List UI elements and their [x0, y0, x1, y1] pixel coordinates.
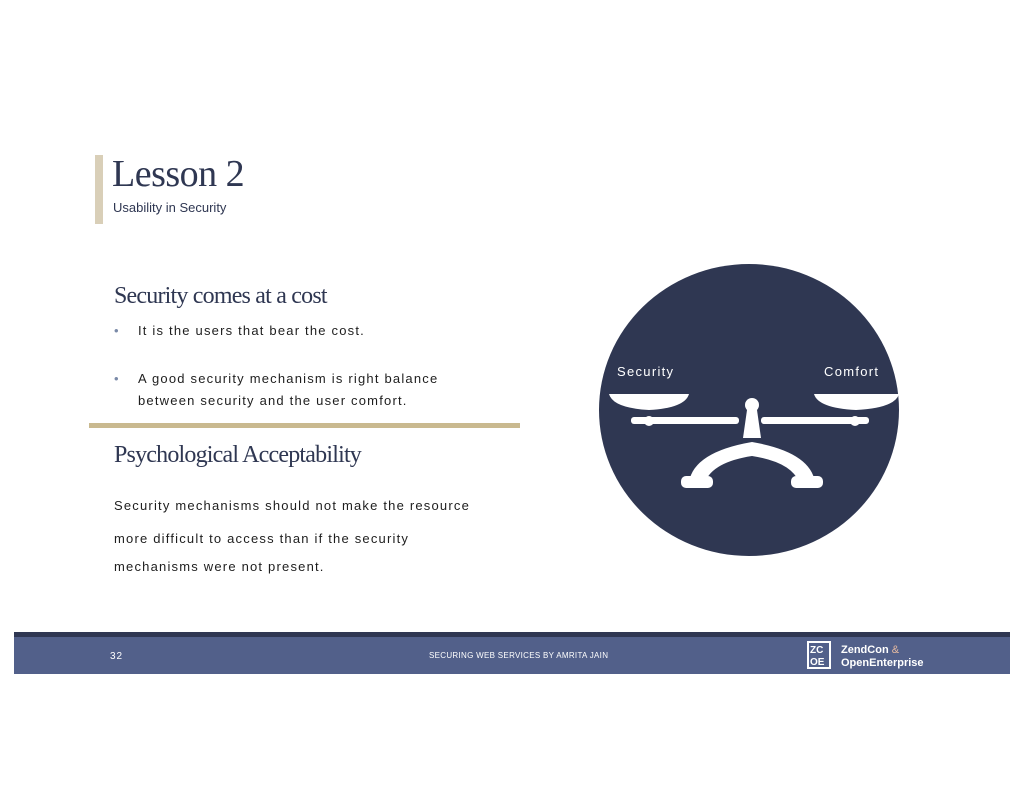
paragraph-line: more difficult to access than if the security — [114, 531, 410, 546]
lesson-subtitle: Usability in Security — [113, 200, 227, 215]
zendcon-logo-icon — [807, 641, 831, 669]
bullet-dot-icon: • — [114, 323, 120, 338]
balance-scale-icon — [599, 380, 904, 495]
logo-text-zendcon: ZendCon & — [841, 644, 900, 656]
footer-band — [14, 632, 1010, 674]
page-number: 32 — [110, 651, 124, 662]
paragraph-line: Security mechanisms should not make the resource — [114, 498, 471, 513]
bullet-text-continued: between security and the user comfort. — [138, 393, 408, 408]
logo-text-openenterprise: OpenEnterprise — [841, 657, 924, 669]
section-heading-cost: Security comes at a cost — [114, 283, 327, 309]
scale-label-comfort: Comfort — [824, 364, 880, 379]
footer-caption: SECURING WEB SERVICES BY AMRITA JAIN — [429, 651, 609, 660]
bullet-text: A good security mechanism is right balance — [138, 371, 439, 386]
svg-text:OE: OE — [810, 657, 825, 668]
scale-label-security: Security — [617, 364, 675, 379]
svg-text:ZC: ZC — [810, 645, 824, 656]
section-divider — [89, 423, 520, 428]
bullet-text: It is the users that bear the cost. — [138, 323, 365, 338]
title-accent-bar — [95, 155, 103, 224]
lesson-title: Lesson 2 — [112, 153, 245, 195]
section-heading-acceptability: Psychological Acceptability — [114, 442, 362, 468]
bullet-dot-icon: • — [114, 371, 120, 386]
logo-ampersand: & — [891, 644, 900, 656]
paragraph-line: mechanisms were not present. — [114, 559, 325, 574]
